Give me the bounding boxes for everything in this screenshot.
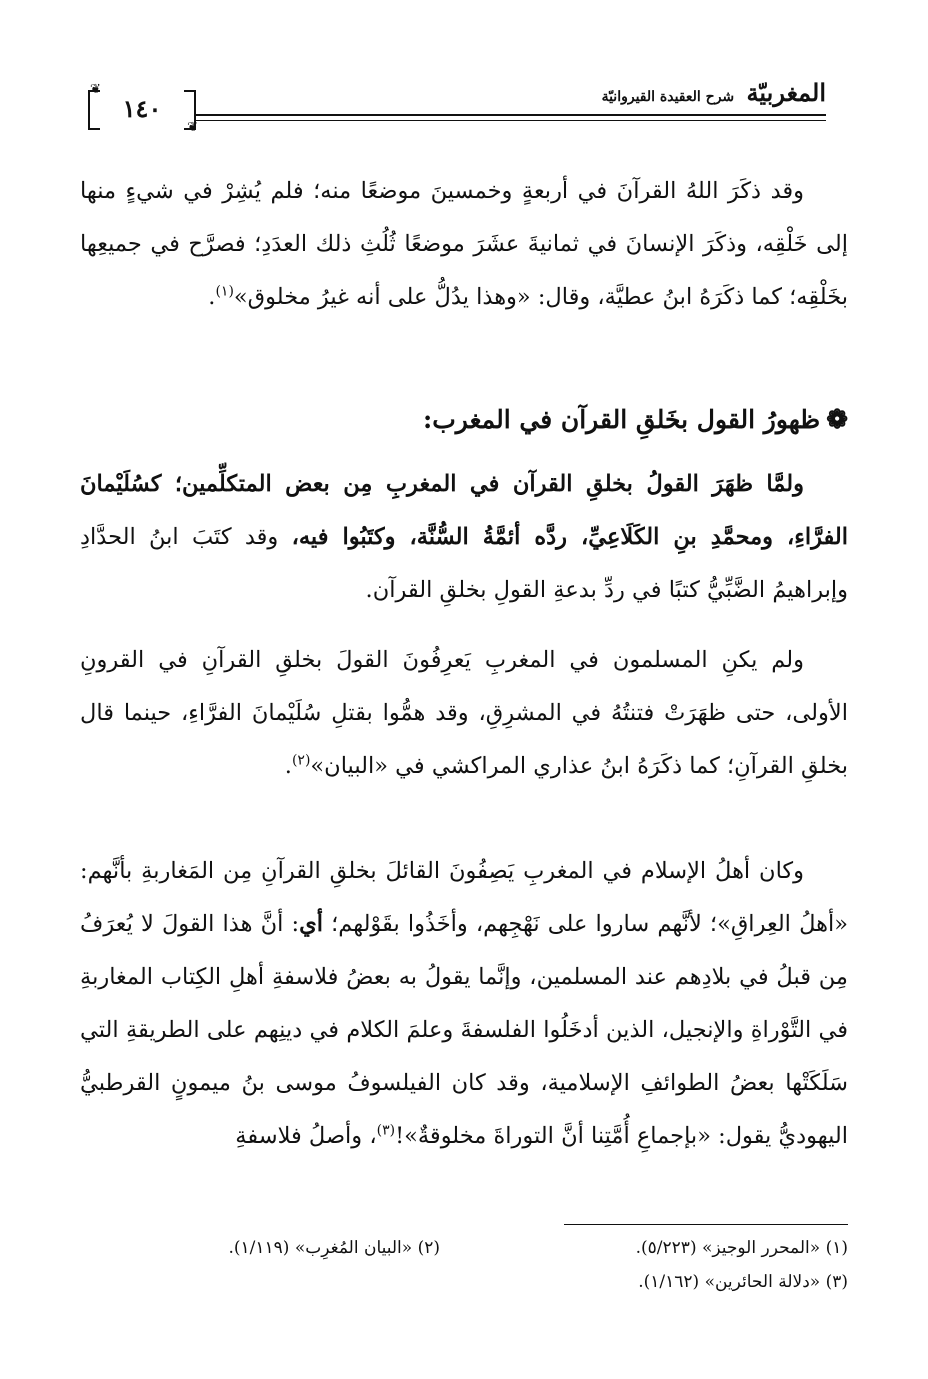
paragraph-4-bold: أي xyxy=(299,911,323,937)
paragraph-4-text-c: ، وأصلُ فلاسفةِ xyxy=(235,1123,377,1149)
header-rule-thick xyxy=(88,114,826,116)
footnote-separator xyxy=(564,1224,848,1225)
paragraph-2-bold: ولمَّا ظهَرَ القولُ بخلقِ القرآن في المغربِ مِن بعض المتكلِّمين؛ كسُلَيْمانَ الفرَّاءِ، ومحمَّدِ بنِ الكَلَاعِيِّ، ردَّه أئمَّةُ السُّنَّة، وكتَبُوا فيه، xyxy=(80,471,848,550)
header-rule-thin xyxy=(88,120,826,121)
footnote-ref-2[interactable]: (٢) xyxy=(291,752,311,769)
footnote-1: (١) «المحرر الوجيز» (٥/٢٢٣). xyxy=(635,1238,848,1258)
paragraph-3-text: ولم يكنِ المسلمون في المغربِ يَعرِفُونَ القولَ بخلقِ القرآنِ في القرونِ الأولى، حتى ظهَرَتْ فتنتُهُ في المشرِقِ، وقد همُّوا بقتلِ سُلَيْمانَ الفرَّاءِ، حينما قال بخلقِ القرآنِ؛ كما ذكَرَهُ ابنُ عذاري المراكشي في «البيان» xyxy=(80,647,848,779)
paragraph-1-end: . xyxy=(208,284,216,310)
page-number: ١٤٠ xyxy=(122,94,162,123)
footnotes xyxy=(80,1238,848,1308)
book-subtitle: شرح العقيدة القيروانيّة xyxy=(601,89,735,105)
paragraph-3-end: . xyxy=(284,753,292,779)
footnote-ref-1[interactable]: (١) xyxy=(215,283,234,300)
paragraph-1 xyxy=(80,165,848,324)
paragraph-4 xyxy=(80,845,848,1163)
footnote-ref-3[interactable]: (٣) xyxy=(376,1122,396,1139)
ornament-icon: ❦ xyxy=(187,120,198,135)
page-number-box xyxy=(88,82,198,135)
paragraph-1-text: وقد ذكَرَ اللهُ القرآنَ في أربعةٍ وخمسينَ موضعًا منه؛ فلم يُشِرْ في شيءٍ منها إلى خَلْقِه، وذكَرَ الإنسانَ في ثمانيةَ عشَرَ موضعًا ثُلُثِ ذلك العدَدِ؛ فصرَّح في جميعِها بخَلْقِه؛ كما ذكَرَهُ ابنُ عطيَّة، وقال: «وهذا يدُلُّ على أنه غيرُ مخلوق» xyxy=(80,178,848,310)
flower-ornament-icon: ❁ xyxy=(826,405,848,435)
section-heading xyxy=(80,405,848,435)
page-header xyxy=(88,70,826,134)
paragraph-4-text-a: وكان أهلُ الإسلام في المغربِ يَصِفُونَ القائلَ بخلقِ القرآنِ مِن المَغاربةِ بأنَّهم: «أهلُ العِراقِ»؛ لأنَّهم ساروا على نَهْجِهم، وأخَذُوا بقَوْلهم؛ xyxy=(80,858,848,937)
footnote-3: (٣) «دلالة الحائرين» (١/١٦٢). xyxy=(638,1272,848,1292)
footnote-2: (٢) «البيان المُغرِب» (١/١١٩). xyxy=(228,1238,440,1258)
book-title: المغربيّة xyxy=(746,78,826,107)
ornament-icon: ❦ xyxy=(90,82,101,97)
paragraph-2 xyxy=(80,458,848,617)
paragraph-3 xyxy=(80,634,848,793)
paragraph-4-text-b: : أنَّ هذا القولَ لا يُعرَفُ مِن قبلُ في بلادِهم عند المسلمين، وإنَّما يقولُ به بعضُ فلاسفةِ أهلِ الكِتاب المغاربةِ في التَّوْراةِ والإنجيل، الذين أدخَلُوا الفلسفةَ وعلمَ الكلام في دينِهم على الطريقةِ التي سَلَكَتْها بعضُ الطوائفِ الإسلامية، وقد كان الفيلسوفُ موسى بنُ ميمونٍ القرطبيُّ اليهوديُّ يقول: «بإجماعِ أُمَّتِنا أنَّ التوراةَ مخلوقةٌ»! xyxy=(80,911,848,1149)
running-title xyxy=(602,78,826,107)
paragraph-2-text: وقد كتَبَ ابنُ الحدَّادِ وإبراهيمُ الضَّبِّيُّ كتبًا في ردِّ بدعةِ القولِ بخلقِ القرآن. xyxy=(80,524,848,603)
section-heading-text: ظهورُ القول بخَلقِ القرآن في المغرب: xyxy=(423,405,821,434)
